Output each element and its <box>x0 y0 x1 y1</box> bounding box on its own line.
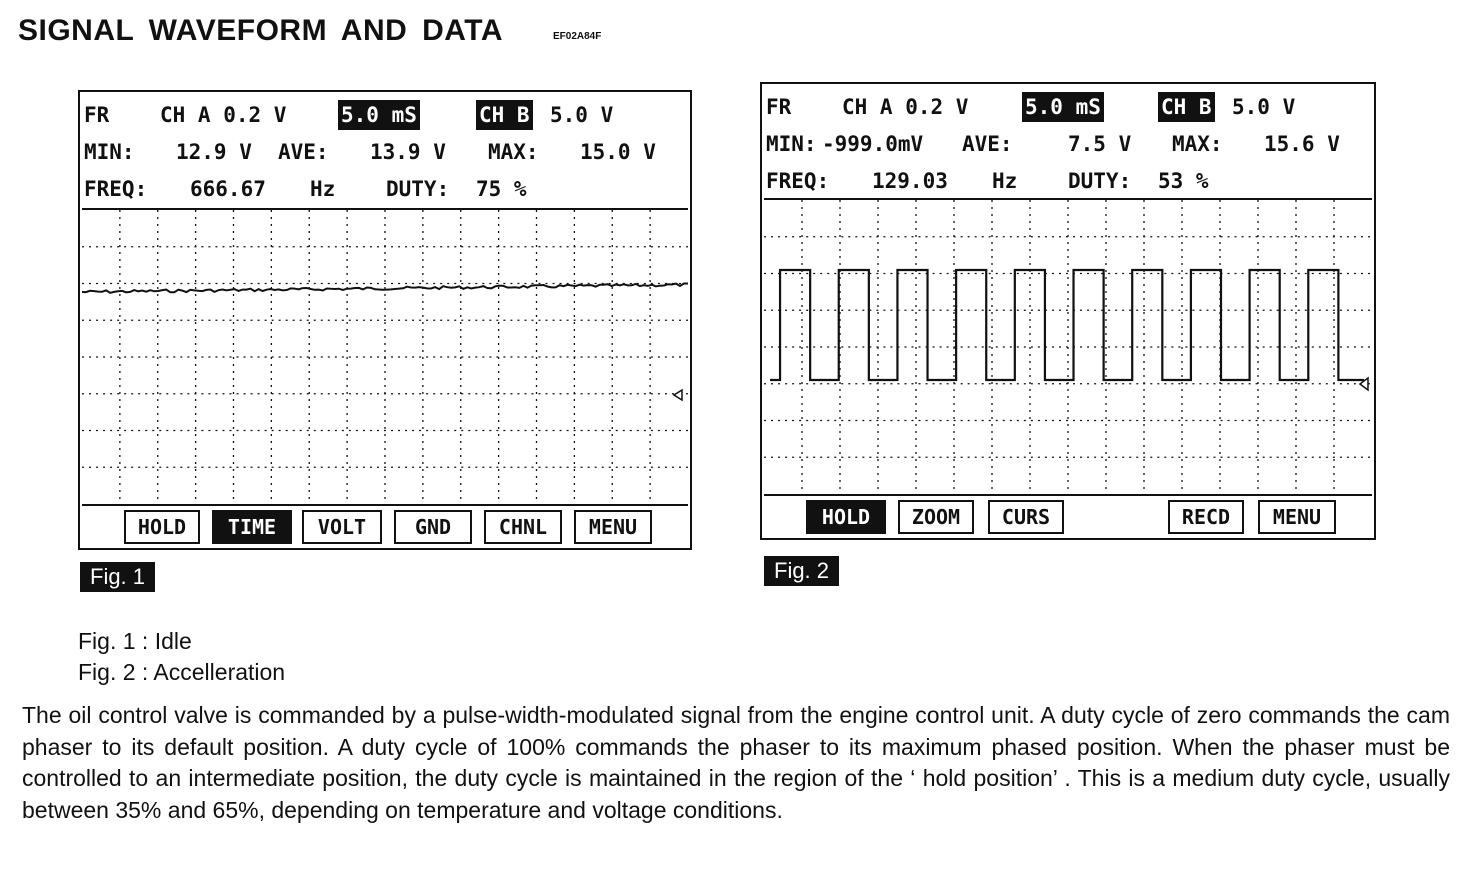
ave-value: 7.5 V <box>1068 132 1132 156</box>
scope-header-row3 <box>766 166 1370 196</box>
min-value: -999.0mV <box>822 132 924 156</box>
max-label: MAX: <box>488 140 539 164</box>
max-label: MAX: <box>1172 132 1223 156</box>
softkey-bar-fig1 <box>80 510 690 546</box>
channel-a-scale: CH A 0.2 V <box>160 103 287 127</box>
hold-button[interactable]: HOLD <box>806 500 886 534</box>
max-value: 15.0 V <box>580 140 656 164</box>
caption-fig2: Fig. 2 : Accelleration <box>78 659 286 685</box>
channel-b-scale: 5.0 V <box>550 103 614 127</box>
curs-button[interactable]: CURS <box>988 500 1064 534</box>
menu-button[interactable]: MENU <box>1258 500 1336 534</box>
time-button[interactable]: TIME <box>212 510 292 544</box>
min-label: MIN: <box>84 140 135 164</box>
timebase-badge: 5.0 mS <box>1022 92 1104 122</box>
recd-button[interactable]: RECD <box>1168 500 1244 534</box>
hold-button[interactable]: HOLD <box>124 510 200 544</box>
channel-a-scale: CH A 0.2 V <box>842 95 969 119</box>
freq-label: FREQ: <box>766 169 830 193</box>
waveform-plot-fig1 <box>82 210 688 504</box>
ave-label: AVE: <box>278 140 329 164</box>
channel-b-scale: 5.0 V <box>1232 95 1296 119</box>
page-title: SIGNAL WAVEFORM AND DATA <box>18 14 503 47</box>
waveform-grid-fig2 <box>764 198 1372 496</box>
fr-label: FR <box>84 103 110 127</box>
duty-label: DUTY: <box>386 177 450 201</box>
min-value: 12.9 V <box>176 140 252 164</box>
volt-button[interactable]: VOLT <box>302 510 382 544</box>
figure-label-fig2: Fig. 2 <box>764 556 839 586</box>
duty-value: 53 % <box>1158 169 1209 193</box>
description-paragraph: The oil control valve is commanded by a pulse-width-modulated signal from the engine control unit. A duty cycle of zero commands the cam phaser to its default position. A duty cycle of 100% commands the phaser to its maximum phased position. When the phaser must be controlled to an intermediate position, the duty cycle is maintained in the region of the ‘ hold position’ . This is a medium duty cycle, usually between 35% and 65%, depending on temperature and voltage conditions. <box>22 702 1450 823</box>
ave-label: AVE: <box>962 132 1013 156</box>
channel-b-badge: CH B <box>476 100 533 130</box>
freq-label: FREQ: <box>84 177 148 201</box>
menu-button[interactable]: MENU <box>574 510 652 544</box>
fr-label: FR <box>766 95 792 119</box>
channel-b-badge: CH B <box>1158 92 1215 122</box>
scope-header-row3 <box>84 174 686 204</box>
document-code: EF02A84F <box>553 31 602 42</box>
softkey-bar-fig2 <box>762 500 1374 536</box>
chnl-button[interactable]: CHNL <box>484 510 562 544</box>
waveform-grid-fig1 <box>82 208 688 506</box>
scope-header-row2 <box>766 129 1370 159</box>
duty-label: DUTY: <box>1068 169 1132 193</box>
gnd-button[interactable]: GND <box>394 510 472 544</box>
ave-value: 13.9 V <box>370 140 446 164</box>
freq-value: 666.67 <box>190 177 266 201</box>
zoom-button[interactable]: ZOOM <box>898 500 974 534</box>
figure-label-fig1: Fig. 1 <box>80 562 155 592</box>
caption-fig1: Fig. 1 : Idle <box>78 628 192 654</box>
freq-unit: Hz <box>992 169 1018 193</box>
max-value: 15.6 V <box>1264 132 1340 156</box>
min-label: MIN: <box>766 132 817 156</box>
scope-screen-fig2 <box>760 82 1376 540</box>
scope-header-row2 <box>84 137 686 167</box>
scope-header-row1 <box>766 92 1370 122</box>
freq-unit: Hz <box>310 177 336 201</box>
scope-screen-fig1 <box>78 90 692 550</box>
trigger-marker-icon <box>674 390 682 400</box>
timebase-badge: 5.0 mS <box>338 100 420 130</box>
waveform-plot-fig2 <box>764 200 1372 494</box>
freq-value: 129.03 <box>872 169 948 193</box>
scope-header-row1 <box>84 100 686 130</box>
duty-value: 75 % <box>476 177 527 201</box>
